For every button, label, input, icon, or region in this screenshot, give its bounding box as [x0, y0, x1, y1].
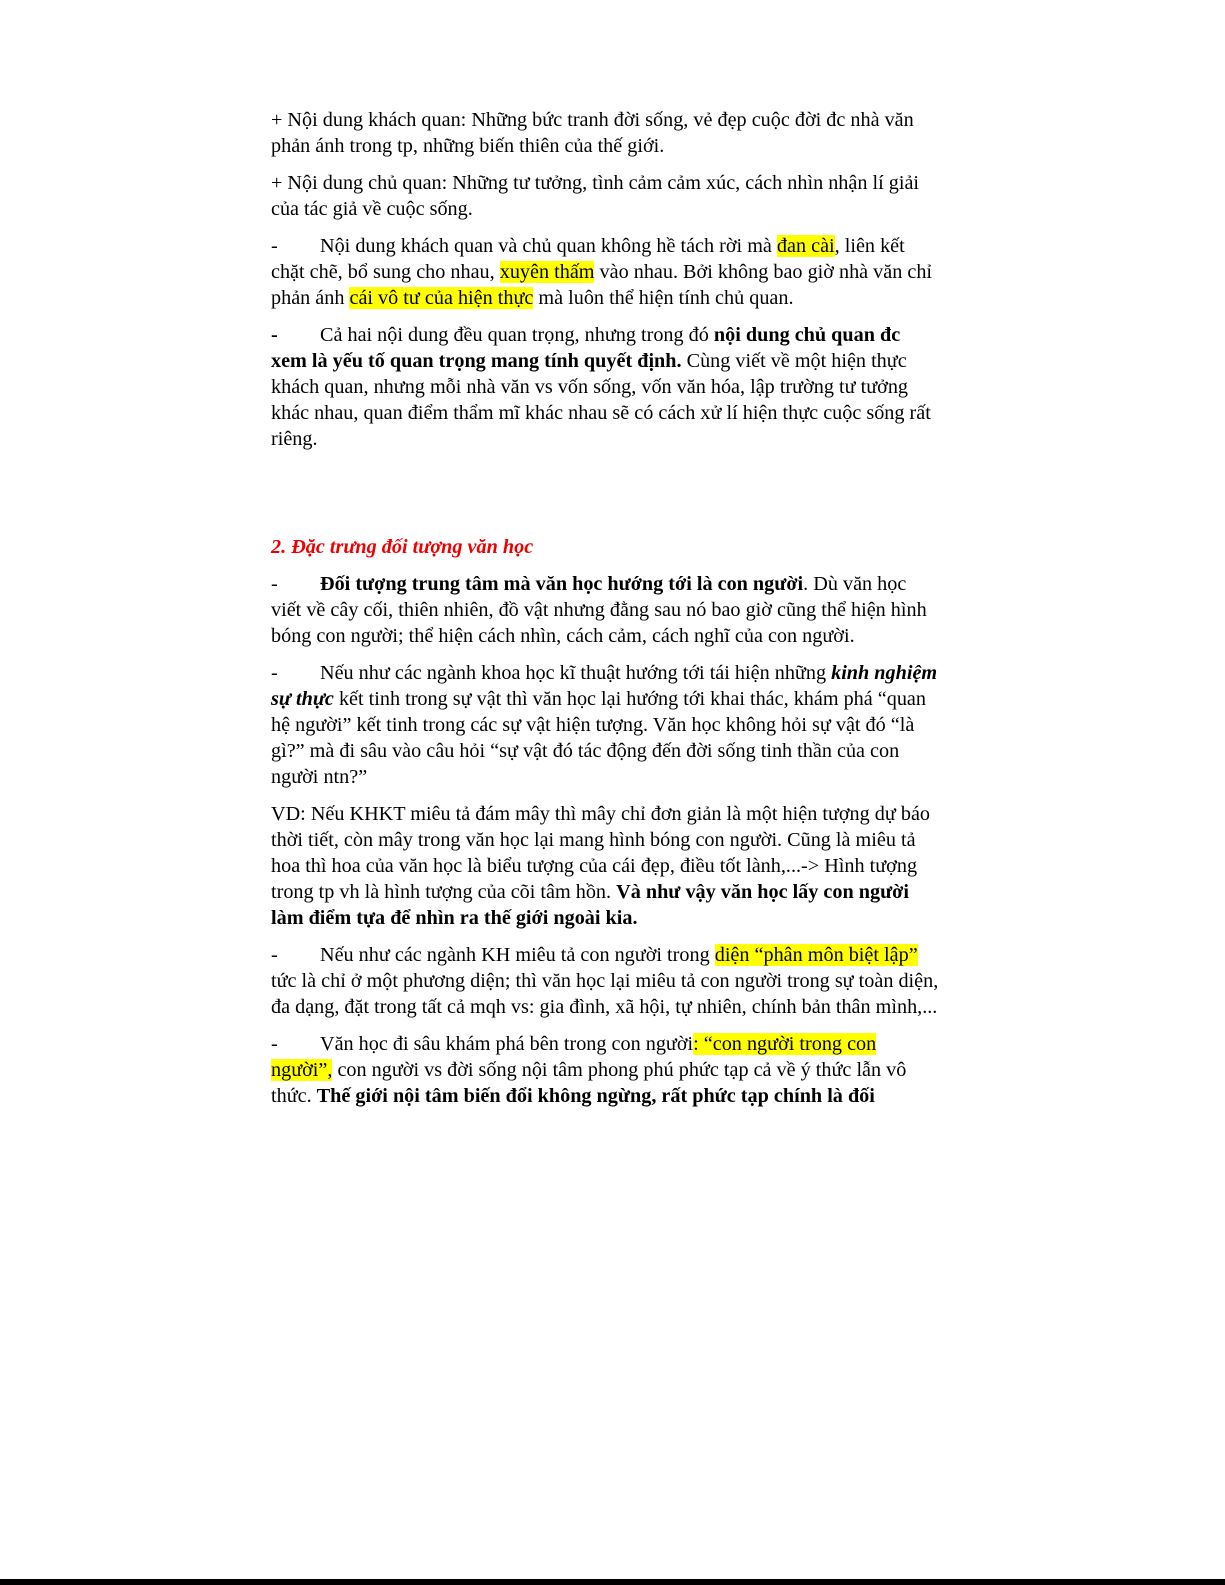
paragraph-objective-content — [271, 107, 939, 159]
paragraph-text: mà luôn thể hiện tính chủ quan. — [533, 287, 794, 309]
bold-text: Và như vậy văn học lấy con người làm điểm tựa để nhìn ra thế giới ngoài kia. — [271, 881, 909, 929]
page-bottom-border — [0, 1579, 1225, 1585]
paragraph-central-object — [271, 571, 939, 649]
paragraph-text: Nếu như các ngành KH miêu tả con người trong — [320, 944, 715, 966]
highlighted-text: cái vô tư của hiện thực — [349, 287, 534, 309]
highlighted-text: đan cài — [776, 235, 835, 257]
paragraph-text: Nếu như các ngành khoa học kĩ thuật hướng tới tái hiện những — [320, 662, 832, 684]
paragraph-inner-world — [271, 1031, 939, 1109]
paragraph-text: + Nội dung khách quan: Những bức tranh đời sống, vẻ đẹp cuộc đời đc nhà văn phản ánh trong tp, những biến thiên của thế giới. — [271, 109, 914, 157]
paragraph-interweaving — [271, 233, 939, 311]
paragraph-text: con người vs đời sống nội tâm phong phú phức tạp cả về ý thức lẫn vô thức. — [271, 1059, 907, 1107]
paragraph-text: , liên kết chặt chẽ, bổ sung cho nhau, — [271, 235, 905, 283]
bold-text: Thế giới nội tâm biến đổi không ngừng, rất phức tạp chính là đối — [316, 1085, 875, 1107]
paragraph-text: . Dù văn học viết về cây cối, thiên nhiên, đồ vật nhưng đằng sau nó bao giờ cũng thể hiện hình bóng con người; thể hiện cách nhìn, cách cảm, cách nghĩ của con người. — [271, 573, 927, 647]
paragraph-text: + Nội dung chủ quan: Những tư tưởng, tình cảm cảm xúc, cách nhìn nhận lí giải của tác giả về cuộc sống. — [271, 172, 920, 220]
highlighted-text: xuyên thấm — [499, 261, 595, 283]
paragraph-example — [271, 801, 939, 931]
bullet-dash: - — [271, 235, 278, 257]
paragraph-importance — [271, 322, 939, 452]
bullet-dash: - — [271, 573, 278, 595]
bullet-dash: - — [271, 944, 278, 966]
document-body — [271, 107, 939, 1120]
bullet-dash: - — [271, 662, 278, 684]
paragraph-text: vào nhau. Bởi không bao giờ nhà văn chỉ phản ánh — [271, 261, 933, 309]
highlighted-text: : “con người trong con người”, — [271, 1033, 877, 1081]
bold-italic-text: kinh nghiệm sự thực — [271, 662, 938, 710]
paragraph-human-relations — [271, 660, 939, 790]
paragraph-subjective-content — [271, 170, 939, 222]
paragraph-text: Văn học đi sâu khám phá bên trong con người — [320, 1033, 694, 1055]
paragraph-text: VD: Nếu KHKT miêu tả đám mây thì mây chỉ đơn giản là một hiện tượng dự báo thời tiết, còn mây trong văn học lại mang hình bóng con người. Cũng là miêu tả hoa thì hoa của văn học là biểu tượng của cái đẹp, điều tốt lành,...-> Hình tượng trong tp vh là hình tượng của cõi tâm hồn. — [271, 803, 931, 903]
bullet-dash: - — [271, 1033, 278, 1055]
paragraph-text: tức là chỉ ở một phương diện; thì văn học lại miêu tả con người trong sự toàn diện, đa dạng, đặt trong tất cả mqh vs: gia đình, xã hội, tự nhiên, chính bản thân mình,... — [271, 970, 939, 1018]
paragraph-text: Cả hai nội dung đều quan trọng, nhưng trong đó — [320, 324, 714, 346]
bold-text: nội dung chủ quan đc xem là yếu tố quan trọng mang tính quyết định. — [271, 324, 901, 372]
highlighted-text: diện “phân môn biệt lập” — [714, 944, 918, 966]
paragraph-text: kết tinh trong sự vật thì văn học lại hướng tới khai thác, khám phá “quan hệ người” kết tinh trong các sự vật hiện tượng. Văn học không hỏi sự vật đó “là gì?” mà đi sâu vào câu hỏi “sự vật đó tác động đến đời sống tinh thần của con người ntn?” — [271, 688, 926, 788]
bullet-dash: - — [271, 324, 278, 346]
section-heading: 2. Đặc trưng đối tượng văn học — [271, 536, 534, 558]
paragraph-holistic — [271, 942, 939, 1020]
paragraph-text: Cùng viết về một hiện thực khách quan, nhưng mỗi nhà văn vs vốn sống, vốn văn hóa, lập trường tư tưởng khác nhau, quan điểm thẩm mĩ khác nhau sẽ có cách xử lí hiện thực cuộc sống rất riêng. — [271, 350, 931, 450]
bold-text: Đối tượng trung tâm mà văn học hướng tới là con người — [320, 573, 804, 595]
paragraph-text: Nội dung khách quan và chủ quan không hề tách rời mà — [320, 235, 777, 257]
blank-space — [271, 463, 939, 534]
